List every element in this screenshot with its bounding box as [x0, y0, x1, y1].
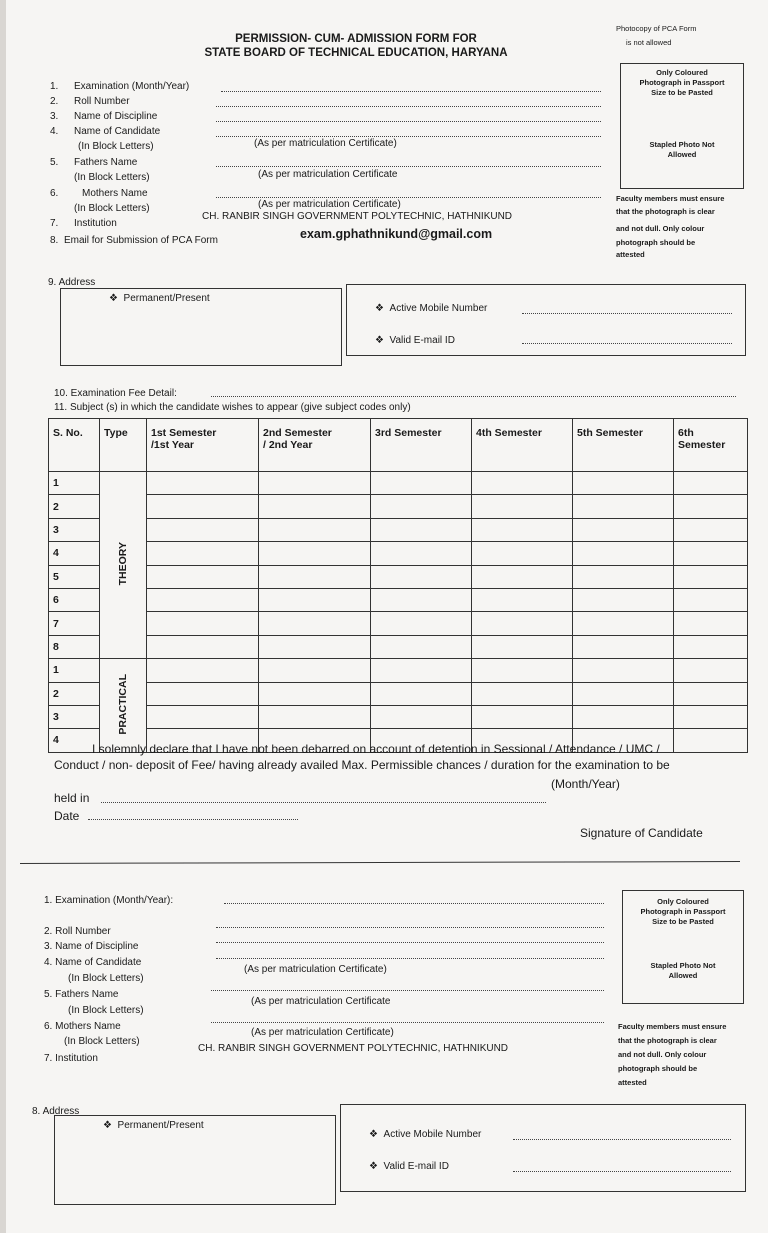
f2-block-note: (In Block Letters) — [68, 973, 144, 984]
institution-value: CH. RANBIR SINGH GOVERNMENT POLYTECHNIC, HATHNIKUND — [202, 211, 513, 222]
f2-faculty-note: photograph should be — [618, 1064, 698, 1073]
photo-note: Size to be Pasted — [651, 88, 713, 97]
email-input-line[interactable] — [522, 343, 732, 344]
subject-code-cell[interactable] — [147, 518, 259, 541]
photo-note: Allowed — [668, 971, 698, 980]
table-row — [49, 612, 748, 635]
subject-code-cell[interactable] — [259, 518, 371, 541]
subject-table — [48, 418, 748, 753]
matric-note: (As per matriculation Certificate) — [258, 199, 401, 210]
subject-code-cell[interactable] — [674, 729, 748, 752]
subject-code-cell[interactable] — [573, 659, 674, 682]
field-email-pca-label: Email for Submission of PCA Form — [64, 235, 218, 246]
cut-line — [20, 861, 740, 864]
table-row — [49, 472, 748, 495]
f2-mother-label: 6. Mothers Name — [44, 1021, 121, 1032]
row-number: 3 — [49, 705, 100, 728]
date-label: Date — [54, 809, 80, 823]
f2-mobile-input-line[interactable] — [513, 1139, 731, 1140]
block-letters-note: (In Block Letters) — [78, 141, 154, 152]
fee-label: 10. Examination Fee Detail: — [54, 388, 177, 399]
photo-note: Size to be Pasted — [652, 917, 714, 926]
row-number: 2 — [49, 495, 100, 518]
subject-code-cell[interactable] — [259, 472, 371, 495]
row-number: 7 — [49, 612, 100, 635]
subject-code-cell[interactable] — [371, 612, 472, 635]
photo-note: Photograph in Passport — [639, 78, 725, 87]
block-letters-note: (In Block Letters) — [74, 203, 150, 214]
f2-address-label: 8. Address — [32, 1106, 80, 1117]
f2-mobile-label: Active Mobile Number — [383, 1129, 482, 1140]
subject-code-cell[interactable] — [371, 682, 472, 705]
field-num: 3. — [50, 111, 59, 122]
f2-faculty-note: that the photograph is clear — [618, 1036, 717, 1045]
held-in-input-line[interactable] — [101, 802, 546, 803]
subject-code-cell[interactable] — [147, 565, 259, 588]
field-candidate-label: Name of Candidate — [74, 126, 161, 137]
subject-code-cell[interactable] — [147, 495, 259, 518]
row-number: 5 — [49, 565, 100, 588]
father-input-line[interactable] — [216, 166, 601, 167]
fee-input-line[interactable] — [211, 396, 736, 397]
f2-faculty-note: Faculty members must ensure — [618, 1022, 727, 1031]
declaration-line2: Conduct / non- deposit of Fee/ having already availed Max. Permissible chances / duration for the examination to be — [54, 758, 670, 772]
subject-code-cell[interactable] — [371, 635, 472, 658]
form-title-line2: STATE BOARD OF TECHNICAL EDUCATION, HARYANA — [204, 47, 508, 59]
subject-code-cell[interactable] — [147, 659, 259, 682]
f2-faculty-note: and not dull. Only colour — [618, 1050, 707, 1059]
subject-code-cell[interactable] — [259, 705, 371, 728]
subject-code-cell[interactable] — [674, 659, 748, 682]
subject-code-cell[interactable] — [573, 635, 674, 658]
table-row — [49, 495, 748, 518]
faculty-note: Faculty members must ensure — [616, 194, 725, 203]
subject-code-cell[interactable] — [259, 682, 371, 705]
mobile-label: Active Mobile Number — [389, 303, 488, 314]
subject-code-cell[interactable] — [472, 588, 573, 611]
subject-code-cell[interactable] — [147, 635, 259, 658]
header-sno: S. No. — [49, 419, 100, 472]
diamond-icon: ❖ — [103, 1120, 112, 1131]
photo-note: Only Coloured — [656, 68, 708, 77]
practical-label: PRACTICAL — [117, 673, 129, 735]
roll-input-line[interactable] — [216, 106, 601, 107]
discipline-input-line[interactable] — [216, 121, 601, 122]
declaration-line1: I solemnly declare that I have not been debarred on account of detention in Sessional / Attendance / UMC / — [92, 742, 660, 756]
subject-code-cell[interactable] — [674, 518, 748, 541]
subject-code-cell[interactable] — [573, 612, 674, 635]
row-number: 1 — [49, 472, 100, 495]
table-header-row — [49, 419, 748, 472]
contact-box — [346, 284, 746, 356]
f2-matric-note: (As per matriculation Certificate) — [244, 964, 387, 975]
f2-faculty-note: attested — [618, 1078, 647, 1087]
subject-code-cell[interactable] — [147, 472, 259, 495]
subject-code-cell[interactable] — [674, 682, 748, 705]
field-discipline-label: Name of Discipline — [74, 111, 158, 122]
header-sem2: 2nd Semester / 2nd Year — [259, 419, 371, 472]
subject-code-cell[interactable] — [371, 705, 472, 728]
subject-code-cell[interactable] — [259, 588, 371, 611]
header-sem6: 6th Semester — [674, 419, 748, 472]
row-number: 6 — [49, 588, 100, 611]
table-row — [49, 518, 748, 541]
subject-code-cell[interactable] — [147, 705, 259, 728]
f2-father-label: 5. Fathers Name — [44, 989, 119, 1000]
photo-note: Photograph in Passport — [640, 907, 726, 916]
table-row — [49, 635, 748, 658]
subject-code-cell[interactable] — [259, 542, 371, 565]
exam-input-line[interactable] — [221, 91, 601, 92]
f2-father-input-line[interactable] — [211, 990, 604, 991]
f2-exam-label: 1. Examination (Month/Year): — [44, 895, 174, 906]
photo-note: Only Coloured — [657, 897, 709, 906]
subject-label: 11. Subject (s) in which the candidate wishes to appear (give subject codes only) — [54, 402, 411, 413]
candidate-input-line[interactable] — [216, 136, 601, 137]
subject-code-cell[interactable] — [472, 682, 573, 705]
field-father-label: Fathers Name — [74, 157, 138, 168]
month-year-label: (Month/Year) — [551, 777, 620, 791]
mother-input-line[interactable] — [216, 197, 601, 198]
subject-code-cell[interactable] — [147, 682, 259, 705]
table-row — [49, 565, 748, 588]
subject-code-cell[interactable] — [573, 542, 674, 565]
photocopy-note-2: is not allowed — [626, 38, 672, 47]
subject-code-cell[interactable] — [573, 588, 674, 611]
field-num: 2. — [50, 96, 59, 107]
subject-code-cell[interactable] — [472, 612, 573, 635]
permanent-label: Permanent/Present — [123, 293, 210, 304]
theory-label: THEORY — [117, 541, 129, 586]
matric-note: (As per matriculation Certificate — [258, 169, 398, 180]
practical-type-cell — [100, 659, 147, 753]
field-num: 1. — [50, 81, 59, 92]
photo-note: Allowed — [667, 150, 697, 159]
f2-permanent-label: Permanent/Present — [117, 1120, 204, 1131]
f2-photo-box — [622, 890, 744, 1004]
subject-code-cell[interactable] — [674, 588, 748, 611]
subject-code-cell[interactable] — [573, 682, 674, 705]
faculty-note: and not dull. Only colour — [616, 224, 705, 233]
row-number: 4 — [49, 542, 100, 565]
subject-code-cell[interactable] — [573, 472, 674, 495]
f2-discipline-input-line[interactable] — [216, 942, 604, 943]
f2-matric-note: (As per matriculation Certificate — [251, 996, 391, 1007]
field-roll-label: Roll Number — [74, 96, 130, 107]
subject-code-cell[interactable] — [371, 495, 472, 518]
theory-rows — [49, 472, 748, 659]
f2-block-note: (In Block Letters) — [64, 1036, 140, 1047]
photo-box — [620, 63, 744, 189]
f2-matric-note: (As per matriculation Certificate) — [251, 1027, 394, 1038]
subject-code-cell[interactable] — [674, 635, 748, 658]
diamond-icon: ❖ — [375, 335, 384, 346]
row-number: 1 — [49, 659, 100, 682]
subject-code-cell[interactable] — [371, 472, 472, 495]
header-sem3: 3rd Semester — [371, 419, 472, 472]
f2-roll-label: 2. Roll Number — [44, 926, 111, 937]
subject-code-cell[interactable] — [674, 542, 748, 565]
photo-note: Stapled Photo Not — [649, 140, 715, 149]
header-sem5: 5th Semester — [573, 419, 674, 472]
table-row — [49, 542, 748, 565]
f2-candidate-input-line[interactable] — [216, 958, 604, 959]
subject-code-cell[interactable] — [472, 565, 573, 588]
mobile-input-line[interactable] — [522, 313, 732, 314]
f2-email-input-line[interactable] — [513, 1171, 731, 1172]
subject-code-cell[interactable] — [472, 495, 573, 518]
subject-code-cell[interactable] — [147, 588, 259, 611]
photo-note: Stapled Photo Not — [650, 961, 716, 970]
row-number: 3 — [49, 518, 100, 541]
form-title-line1: PERMISSION- CUM- ADMISSION FORM FOR — [235, 33, 477, 45]
f2-institution-label: 7. Institution — [44, 1053, 98, 1064]
field-exam-label: Examination (Month/Year) — [74, 81, 190, 92]
field-mother-label: Mothers Name — [82, 188, 148, 199]
subject-code-cell[interactable] — [674, 472, 748, 495]
f2-contact-box — [340, 1104, 746, 1192]
row-number: 4 — [49, 729, 100, 752]
subject-code-cell[interactable] — [472, 472, 573, 495]
form-sheet — [6, 0, 768, 1233]
matric-note: (As per matriculation Certificate) — [254, 138, 397, 149]
subject-code-cell[interactable] — [472, 635, 573, 658]
diamond-icon: ❖ — [369, 1161, 378, 1172]
diamond-icon: ❖ — [109, 293, 118, 304]
subject-code-cell[interactable] — [472, 542, 573, 565]
f2-block-note: (In Block Letters) — [68, 1005, 144, 1016]
row-number: 2 — [49, 682, 100, 705]
header-sem1: 1st Semester /1st Year — [147, 419, 259, 472]
address-box[interactable] — [60, 288, 342, 366]
date-input-line[interactable] — [88, 819, 298, 820]
diamond-icon: ❖ — [375, 303, 384, 314]
header-sem4: 4th Semester — [472, 419, 573, 472]
subject-code-cell[interactable] — [259, 659, 371, 682]
signature-label: Signature of Candidate — [580, 826, 703, 840]
field-num: 8. — [50, 235, 59, 246]
f2-candidate-label: 4. Name of Candidate — [44, 957, 142, 968]
table-row — [49, 659, 748, 682]
field-num: 5. — [50, 157, 59, 168]
row-number: 8 — [49, 635, 100, 658]
f2-institution-value: CH. RANBIR SINGH GOVERNMENT POLYTECHNIC, HATHNIKUND — [198, 1043, 509, 1054]
table-row — [49, 588, 748, 611]
table-row — [49, 705, 748, 728]
field-num: 4. — [50, 126, 59, 137]
f2-exam-input-line[interactable] — [224, 903, 604, 904]
subject-code-cell[interactable] — [371, 518, 472, 541]
subject-code-cell[interactable] — [472, 705, 573, 728]
subject-code-cell[interactable] — [674, 565, 748, 588]
diamond-icon: ❖ — [369, 1129, 378, 1140]
field-num: 7. — [50, 218, 59, 229]
subject-code-cell[interactable] — [371, 659, 472, 682]
photocopy-note: Photocopy of PCA Form — [616, 24, 697, 33]
subject-code-cell[interactable] — [472, 518, 573, 541]
faculty-note: attested — [616, 250, 645, 259]
subject-code-cell[interactable] — [259, 612, 371, 635]
subject-code-cell[interactable] — [147, 612, 259, 635]
subject-code-cell[interactable] — [472, 659, 573, 682]
subject-code-cell[interactable] — [371, 565, 472, 588]
field-institution-label: Institution — [74, 218, 117, 229]
subject-code-cell[interactable] — [259, 635, 371, 658]
subject-code-cell[interactable] — [371, 542, 472, 565]
subject-code-cell[interactable] — [573, 565, 674, 588]
email-label: Valid E-mail ID — [389, 335, 455, 346]
subject-code-cell[interactable] — [147, 542, 259, 565]
email-value: exam.gphathnikund@gmail.com — [300, 227, 493, 241]
held-in-label: held in — [54, 791, 90, 805]
subject-code-cell[interactable] — [674, 705, 748, 728]
table-row — [49, 682, 748, 705]
header-type: Type — [100, 419, 147, 472]
faculty-note: photograph should be — [616, 238, 696, 247]
address-label: 9. Address — [48, 277, 96, 288]
practical-rows — [49, 659, 748, 753]
subject-code-cell[interactable] — [573, 518, 674, 541]
subject-code-cell[interactable] — [674, 612, 748, 635]
subject-code-cell[interactable] — [573, 495, 674, 518]
f2-discipline-label: 3. Name of Discipline — [44, 941, 139, 952]
subject-code-cell[interactable] — [259, 565, 371, 588]
subject-code-cell[interactable] — [371, 588, 472, 611]
field-num: 6. — [50, 188, 59, 199]
subject-code-cell[interactable] — [259, 495, 371, 518]
subject-code-cell[interactable] — [674, 495, 748, 518]
f2-roll-input-line[interactable] — [216, 927, 604, 928]
subject-code-cell[interactable] — [573, 705, 674, 728]
f2-email-label: Valid E-mail ID — [383, 1161, 449, 1172]
block-letters-note: (In Block Letters) — [74, 172, 150, 183]
theory-type-cell — [100, 472, 147, 659]
f2-address-box[interactable] — [54, 1115, 336, 1205]
f2-mother-input-line[interactable] — [211, 1022, 604, 1023]
faculty-note: that the photograph is clear — [616, 207, 715, 216]
